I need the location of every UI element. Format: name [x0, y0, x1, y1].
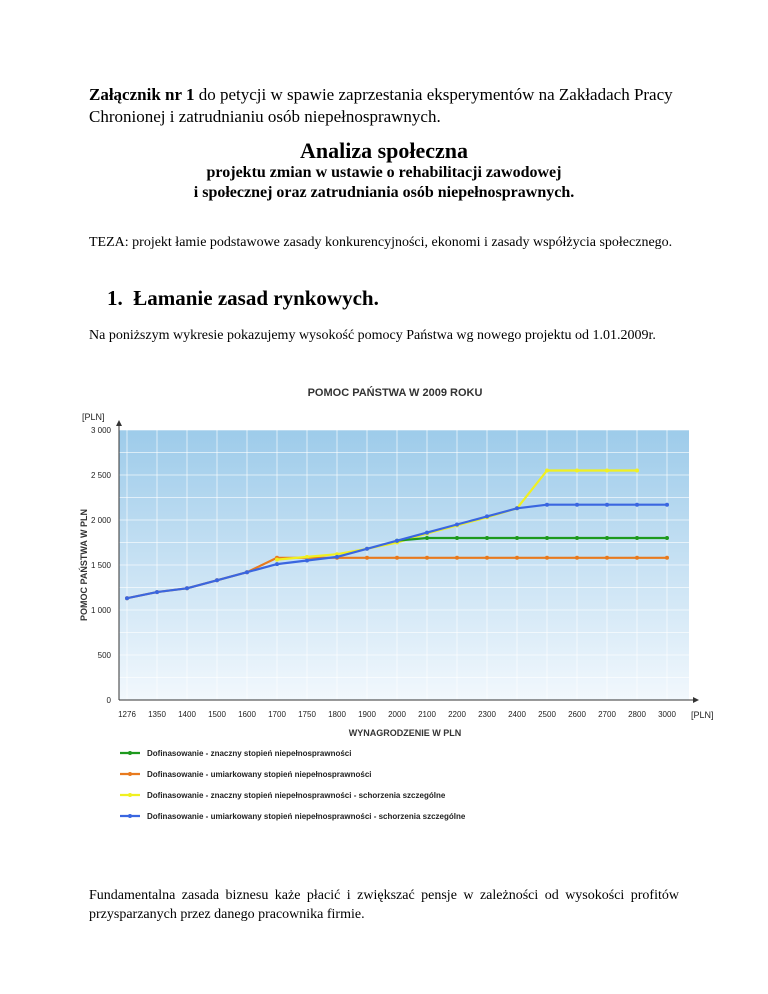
y-unit-label: [PLN]: [82, 412, 105, 422]
legend-item: [120, 749, 351, 758]
data-point: [425, 536, 429, 540]
section-number: 1.: [107, 286, 123, 310]
data-point: [665, 503, 669, 507]
x-tick-label: 2100: [418, 710, 436, 719]
chart-legend: [120, 749, 466, 821]
document-title: Analiza społeczna: [299, 138, 469, 163]
data-point: [545, 503, 549, 507]
y-tick-label: 2 000: [90, 516, 111, 525]
data-point: [275, 562, 279, 566]
data-point: [665, 536, 669, 540]
x-tick-label: 1800: [328, 710, 346, 719]
section-heading: [107, 286, 379, 311]
legend-item: [120, 770, 372, 779]
y-tick-label: 0: [106, 696, 111, 705]
attachment-description: do petycji w spawie zaprzestania eksperymentów na Zakładach Pracy Chronionej i zatrudnianiu osób niepełnosprawnych.: [89, 85, 673, 126]
x-tick-label: 2200: [448, 710, 466, 719]
state-aid-chart: [70, 376, 714, 836]
data-point: [545, 469, 549, 473]
data-point: [545, 556, 549, 560]
x-tick-label: 3000: [658, 710, 676, 719]
x-tick-labels: [118, 710, 676, 719]
data-point: [575, 536, 579, 540]
y-tick-label: 3 000: [90, 426, 111, 435]
x-tick-label: 1500: [208, 710, 226, 719]
data-point: [515, 536, 519, 540]
data-point: [485, 514, 489, 518]
y-tick-label: 500: [97, 651, 111, 660]
data-point: [245, 570, 249, 574]
x-tick-label: 2700: [598, 710, 616, 719]
data-point: [455, 536, 459, 540]
x-axis-title: WYNAGRODZENIE W PLN: [348, 728, 462, 738]
data-point: [485, 536, 489, 540]
data-point: [485, 556, 489, 560]
legend-label: Dofinasowanie - umiarkowany stopień niepełnosprawności: [147, 770, 372, 779]
data-point: [425, 556, 429, 560]
data-point: [605, 469, 609, 473]
legend-label: Dofinasowanie - umiarkowany stopień niepełnosprawności - schorzenia szczególne: [147, 812, 466, 821]
data-point: [305, 559, 309, 563]
data-point: [185, 586, 189, 590]
legend-marker: [128, 772, 132, 776]
data-point: [635, 556, 639, 560]
x-tick-label: 2800: [628, 710, 646, 719]
data-point: [575, 503, 579, 507]
legend-item: [120, 791, 446, 800]
data-point: [335, 555, 339, 559]
x-tick-label: 1350: [148, 710, 166, 719]
data-point: [395, 556, 399, 560]
data-point: [545, 536, 549, 540]
attachment-intro: [89, 84, 689, 128]
x-tick-label: 2000: [388, 710, 406, 719]
data-point: [425, 531, 429, 535]
data-point: [605, 536, 609, 540]
legend-label: Dofinasowanie - znaczny stopień niepełnosprawności - schorzenia szczególne: [147, 791, 446, 800]
data-point: [365, 556, 369, 560]
x-tick-label: 1750: [298, 710, 316, 719]
data-point: [575, 469, 579, 473]
data-point: [155, 590, 159, 594]
x-tick-label: 1276: [118, 710, 136, 719]
closing-paragraph: Fundamentalna zasada biznesu każe płacić i zwiększać pensje w zależności od wysokości profitów przysparzanych przez danego pracownika firmie.: [89, 888, 679, 922]
legend-marker: [128, 814, 132, 818]
data-point: [635, 503, 639, 507]
document-subtitle-line-2: i społecznej oraz zatrudniania osób niepełnosprawnych.: [193, 184, 575, 201]
data-point: [575, 556, 579, 560]
data-point: [395, 539, 399, 543]
x-tick-label: 2500: [538, 710, 556, 719]
data-point: [515, 556, 519, 560]
legend-marker: [128, 793, 132, 797]
document-subtitle-line-1: projektu zmian w ustawie o rehabilitacji zawodowej: [206, 164, 562, 181]
x-tick-label: 1700: [268, 710, 286, 719]
data-point: [635, 469, 639, 473]
y-tick-label: 1 500: [90, 561, 111, 570]
x-unit-label: [PLN]: [691, 710, 714, 720]
thesis-paragraph: TEZA: projekt łamie podstawowe zasady konkurencyjności, ekonomi i zasady współżycia społecznego.: [89, 235, 673, 250]
data-point: [215, 578, 219, 582]
data-point: [665, 556, 669, 560]
data-point: [305, 555, 309, 559]
y-axis-title: POMOC PAŃSTWA W PLN: [79, 509, 89, 621]
data-point: [455, 523, 459, 527]
x-tick-label: 2300: [478, 710, 496, 719]
x-tick-label: 1600: [238, 710, 256, 719]
y-axis-arrow: [116, 420, 122, 426]
data-point: [515, 506, 519, 510]
attachment-label: Załącznik nr 1: [89, 85, 195, 104]
y-tick-label: 1 000: [90, 606, 111, 615]
legend-marker: [128, 751, 132, 755]
y-tick-label: 2 500: [90, 471, 111, 480]
x-tick-label: 2600: [568, 710, 586, 719]
legend-label: Dofinasowanie - znaczny stopień niepełnosprawności: [147, 749, 352, 758]
x-tick-label: 1400: [178, 710, 196, 719]
chart-intro-paragraph: Na poniższym wykresie pokazujemy wysokość pomocy Państwa wg nowego projektu od 1.01.2009r.: [89, 328, 656, 343]
data-point: [605, 503, 609, 507]
data-point: [635, 536, 639, 540]
y-tick-labels: [91, 426, 112, 705]
legend-item: [120, 812, 466, 821]
data-point: [365, 547, 369, 551]
chart-title: POMOC PAŃSTWA W 2009 ROKU: [307, 387, 483, 399]
x-axis-arrow: [693, 697, 699, 703]
chart-svg: [70, 376, 714, 836]
x-tick-label: 2400: [508, 710, 526, 719]
section-title: Łamanie zasad rynkowych.: [133, 286, 379, 310]
data-point: [605, 556, 609, 560]
x-tick-label: 1900: [358, 710, 376, 719]
data-point: [125, 596, 129, 600]
data-point: [455, 556, 459, 560]
data-point: [275, 558, 279, 562]
